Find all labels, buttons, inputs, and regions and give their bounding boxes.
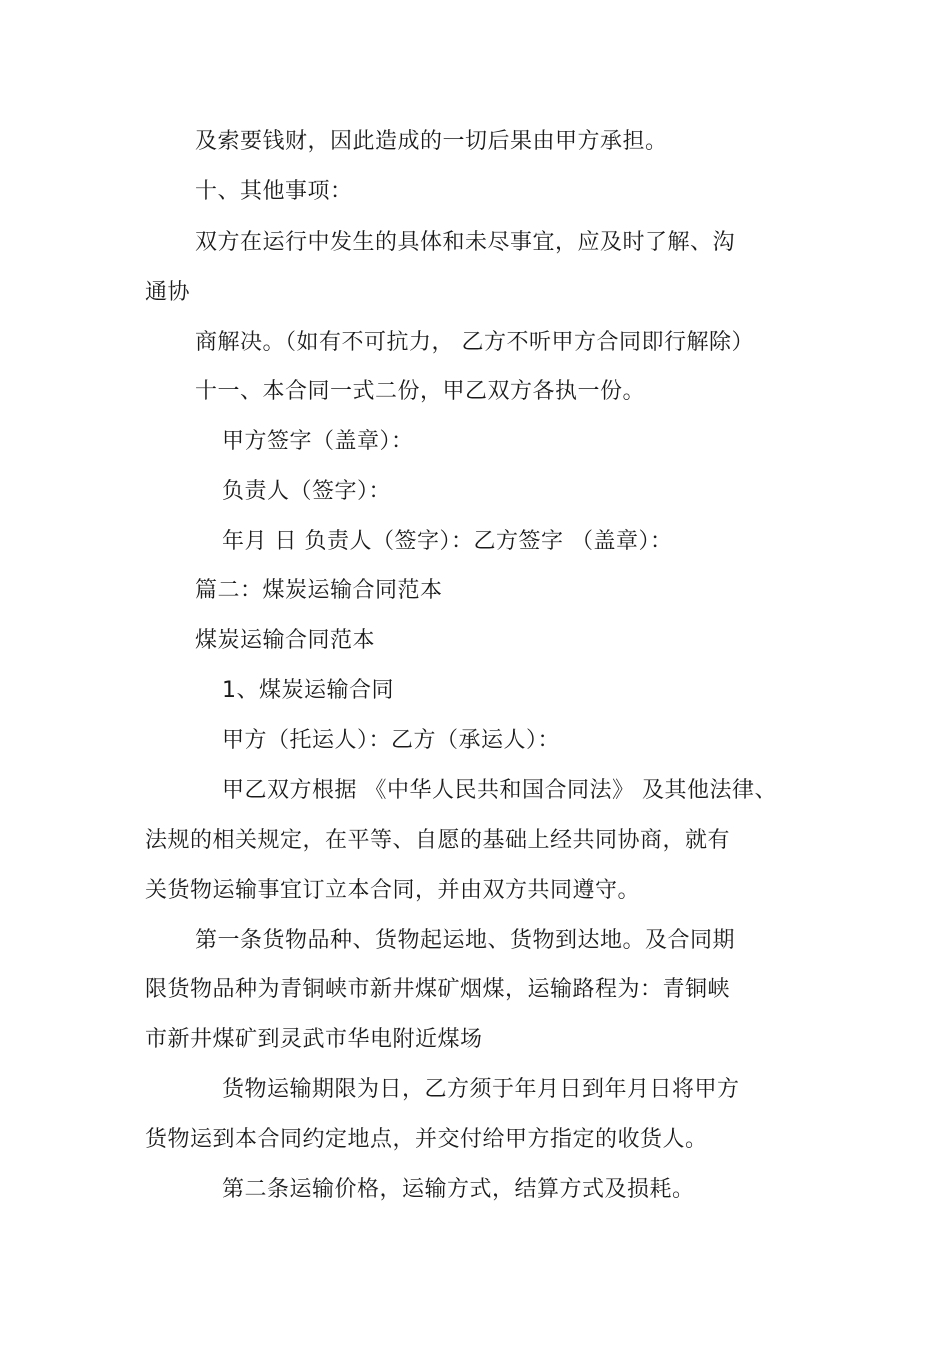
text-line: 货物运到本合同约定地点，并交付给甲方指定的收货人。: [145, 1127, 708, 1152]
text-line: 货物运输期限为日，乙方须于年月日到年月日将甲方: [222, 1077, 740, 1102]
article-two-line: 第二条运输价格，运输方式，结算方式及损耗。: [222, 1177, 695, 1202]
text-line: 市新井煤矿到灵武市华电附近煤场: [145, 1027, 483, 1052]
parties-line: 甲方（托运人）：乙方（承运人）：: [222, 728, 561, 753]
text-line: 关货物运输事宜订立本合同，并由双方共同遵守。: [145, 878, 641, 903]
party-a-signature-line: 甲方签字（盖章）：: [222, 429, 414, 454]
text-line: 商解决。（如有不可抗力， 乙方不听甲方合同即行解除）: [195, 330, 754, 355]
text-line: 甲乙双方根据 《中华人民共和国合同法》 及其他法律、: [222, 778, 777, 803]
text-line: 限货物品种为青铜峡市新井煤矿烟煤，运输路程为：青铜峡: [145, 977, 731, 1002]
responsible-person-signature-line: 负责人（签字）：: [222, 479, 392, 504]
article-one-line: 第一条货物品种、货物起运地、货物到达地。及合同期: [195, 928, 736, 953]
text-line: 法规的相关规定，在平等、自愿的基础上经共同协商，就有: [145, 828, 731, 853]
text-line: 十一、本合同一式二份，甲乙双方各执一份。: [195, 379, 646, 404]
text-line: 通协: [145, 280, 191, 305]
text-line: 双方在运行中发生的具体和未尽事宜，应及时了解、沟: [195, 230, 736, 255]
date-signature-line: 年月 日 负责人（签字）：乙方签字 （盖章）：: [222, 529, 673, 554]
text-line: 及索要钱财，因此造成的一切后果由甲方承担。: [195, 129, 668, 154]
section-heading-other-matters: 十、其他事项：: [195, 179, 353, 204]
contract-subtitle: 1、煤炭运输合同: [222, 678, 394, 703]
document-title: 煤炭运输合同范本: [195, 628, 376, 653]
chapter-heading: 篇二：煤炭运输合同范本: [195, 578, 443, 603]
